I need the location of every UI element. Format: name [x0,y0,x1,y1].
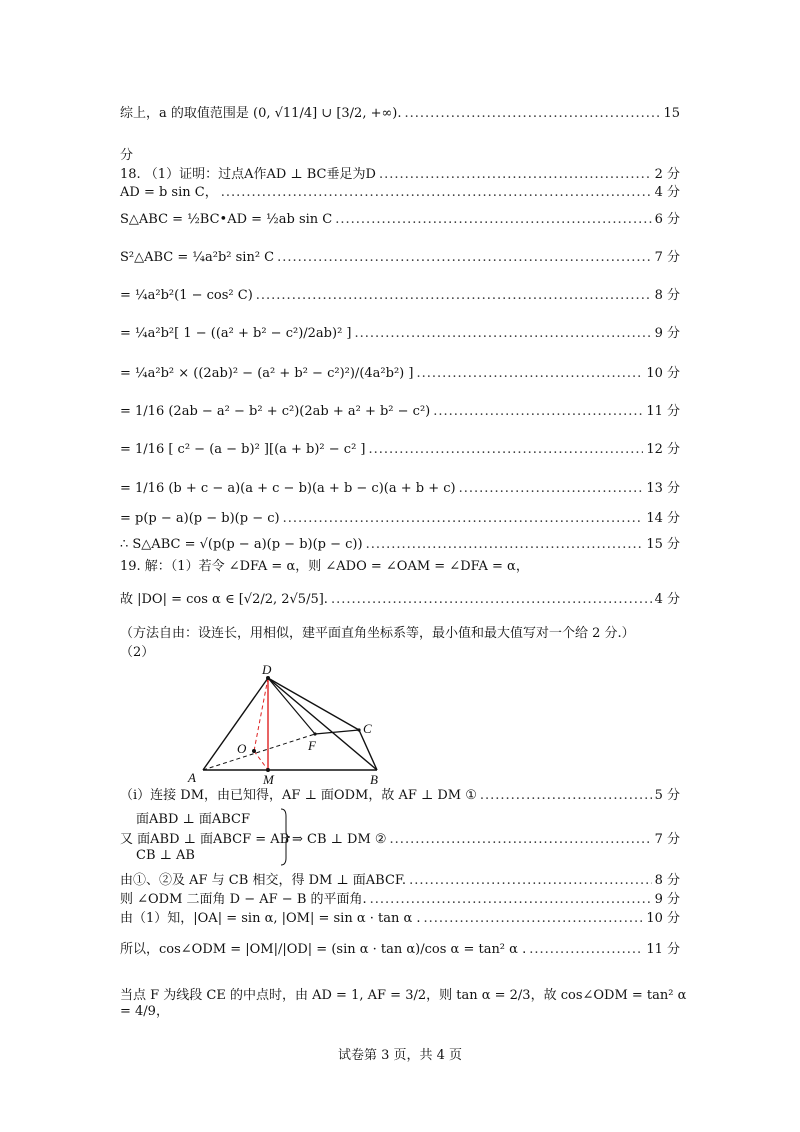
brace-premise-2: 又 面ABD ⊥ 面ABCF = AB [120,832,290,847]
dot-leader [405,106,661,122]
line-range-conclusion [120,106,680,122]
line-expr: = ¼a²b²(1 − cos² C) [120,288,253,303]
line-expr: AD = b sin C， [120,185,218,200]
dot-leader [390,832,652,847]
dot-leader [277,250,651,266]
line-expr: 综上，a 的取值范围是 (0, √11/4] ∪ [3/2, +∞). [120,106,402,121]
dot-leader [369,442,644,458]
line-expr: 18. （1）证明：过点A作AD ⊥ BC垂足为D [120,167,376,182]
line-score: 4 分 [654,592,680,607]
label-B: B [370,772,378,787]
edge-OM-dashed [254,751,268,770]
line-expr: 由①、②及 AF 与 CB 相交，得 DM ⊥ 面ABCF. [120,873,407,888]
line-expr: = 1/16 (b + c − a)(a + c − b)(a + b − c)(a + b + c) [120,481,456,496]
line-score: 9 分 [654,326,680,341]
dot-leader [480,788,652,804]
brace-derivation [120,808,680,868]
line-score: 15 [663,106,680,121]
dot-leader [354,326,651,342]
line-expr: 故 |DO| = cos α ∈ [√2/2, 2√5/5]. [120,592,328,607]
line-step-12 [120,442,680,458]
brace-premise-1: 面ABD ⊥ 面ABCF [136,812,251,827]
label-O: O [237,741,247,756]
line-expr: = 1/16 (2ab − a² − b² + c²)(2ab + a² + b² − c²) [120,404,431,419]
edge-DF [268,678,315,734]
dot-leader [433,404,643,420]
line-part2-step-5 [120,788,680,804]
line-score: 13 分 [646,481,680,496]
right-brace [280,808,290,866]
line-score: 11 分 [646,942,680,957]
line-score: 5 分 [654,788,680,803]
geometry-diagram [180,662,410,788]
line-part2-final: 当点 F 为线段 CE 的中点时，由 AD = 1, AF = 3/2，则 tan α = 2/3，故 cos∠ODM = tan² α = 4/9， [120,988,687,1019]
dot-leader [256,288,652,304]
dot-leader [370,892,652,908]
dot-leader [529,942,643,958]
edge-CB [359,730,377,770]
line-expr: = p(p − a)(p − b)(p − c) [120,511,280,526]
line-expr: （ⅰ）连接 DM，由已知得，AF ⊥ 面ODM，故 AF ⊥ DM ① [120,788,477,803]
line-expr: = ¼a²b²[ 1 − ((a² + b² − c²)/2ab)² ] [120,326,352,341]
label-M: M [263,772,274,787]
dot-leader [379,167,652,183]
line-expr: ∴ S△ABC = √(p(p − a)(p − b)(p − c)) [120,537,363,552]
dot-leader [424,911,644,927]
line-part2-step-9 [120,892,680,908]
line-score: 12 分 [646,442,680,457]
line-expr: = ¼a²b² × ((2ab)² − (a² + b² − c²)²)/(4a²b²) ] [120,366,414,381]
line-score: 10 分 [646,911,680,926]
line-step-9 [120,326,680,342]
line-expr: 由（1）知，|OA| = sin α, |OM| = sin α · tan α . [120,911,421,926]
label-D: D [262,662,272,677]
line-expr: = 1/16 [ c² − (a − b)² ][(a + b)² − c² ] [120,442,366,457]
dot-leader [459,481,644,497]
label-F: F [308,738,316,753]
line-score: 15 分 [646,537,680,552]
dot-leader [366,537,644,553]
line-step-13 [120,481,680,497]
line-part2-step-11 [120,942,680,958]
dot-leader [283,511,644,527]
line-score: 11 分 [646,404,680,419]
line-expr: S²△ABC = ¼a²b² sin² C [120,250,275,265]
line-score: 8 分 [654,288,680,303]
line-score: 4 分 [654,185,680,200]
line-step-11 [120,404,680,420]
line-step-8 [120,288,680,304]
line-18-proof [120,167,680,183]
line-19-intro: 19. 解：（1）若令 ∠DFA = α，则 ∠ADO = ∠OAM = ∠DFA = α， [120,559,529,574]
line-step-15 [120,537,680,553]
page-footer: 试卷第 3 页，共 4 页 [337,1048,463,1063]
line-step-10 [120,366,680,382]
brace-premise-3: CB ⊥ AB [136,848,195,863]
line-expr: ⇒ CB ⊥ DM ② [292,832,387,847]
line-score: 14 分 [646,511,680,526]
line-score: 6 分 [654,212,680,227]
line-19-do-range [120,592,680,608]
brace-conclusion [292,828,680,847]
line-score: 7 分 [654,832,680,847]
line-score: 8 分 [654,873,680,888]
line-score: 10 分 [646,366,680,381]
dot-leader [331,592,652,608]
edge-AF-dashed [203,734,315,770]
line-expr: 则 ∠ODM 二面角 D − AF − B 的平面角. [120,892,367,907]
edge-FC [315,730,359,734]
point-C [357,728,360,731]
line-expr: 所以，cos∠ODM = |OM|/|OD| = (sin α · tan α)/cos α = tan² α . [120,942,527,957]
line-score-tail: 分 [120,148,134,163]
edge-DA [203,678,268,770]
dot-leader [409,873,652,889]
dot-leader [221,185,652,201]
point-O [252,749,256,753]
line-area-squared [120,250,680,266]
edge-DB [268,678,377,770]
line-expr: S△ABC = ½BC•AD = ½ab sin C [120,212,333,227]
dot-leader [335,212,651,228]
line-part2-step-8 [120,873,680,889]
line-score: 2 分 [654,167,680,182]
line-part2-step-10 [120,911,680,927]
label-A: A [188,770,196,785]
line-step-14 [120,511,680,527]
point-F [313,732,316,735]
label-C: C [363,721,372,736]
line-method-note: （方法自由：设连长，用相似，建平面直角坐标系等，最小值和最大值写对一个给 2 分.） [120,626,635,641]
edge-DC [268,678,359,730]
line-score: 7 分 [654,250,680,265]
dot-leader [416,366,643,382]
line-part-2: （2） [120,645,155,660]
line-ad [120,185,680,201]
line-area [120,212,680,228]
line-score: 9 分 [654,892,680,907]
